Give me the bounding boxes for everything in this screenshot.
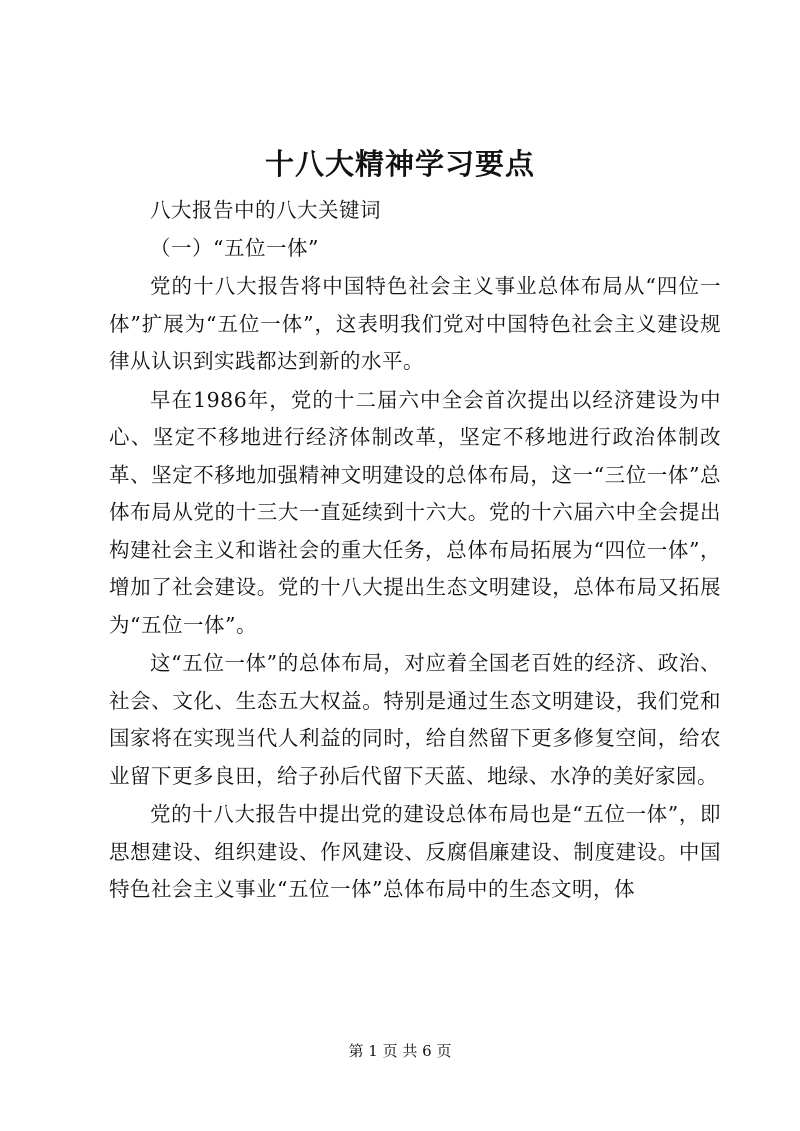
subsection-heading: （一）“五位一体” <box>150 235 319 260</box>
document-title: 十八大精神学习要点 <box>264 147 535 181</box>
paragraph: 党的十八大报告将中国特色社会主义事业总体布局从“四位一体”扩展为“五位一体”，这表明我们党对中国特色社会主义建设规律从认识到实践都达到新的水平。 <box>109 274 721 373</box>
paragraph: 这“五位一体”的总体布局，对应着全国老百姓的经济、政治、社会、文化、生态五大权益。特别是通过生态文明建设，我们党和国家将在实现当代人利益的同时，给自然留下更多修复空间，给农业留下更多良田，给子孙后代留下天蓝、地绿、水净的美好家园。 <box>109 651 721 788</box>
document-body <box>109 192 721 909</box>
paragraph: 党的十八大报告中提出党的建设总体布局也是“五位一体”，即思想建设、组织建设、作风建设、反腐倡廉建设、制度建设。中国特色社会主义事业“五位一体”总体布局中的生态文明，体 <box>109 802 721 901</box>
section-heading: 八大报告中的八大关键词 <box>150 198 381 222</box>
page-footer <box>0 1040 800 1062</box>
paragraph: 早在1986年，党的十二届六中全会首次提出以经济建设为中心、坚定不移地进行经济体制改革，坚定不移地进行政治体制改革、坚定不移地加强精神文明建设的总体布局，这一“三位一体”总体布局从党的十三大一直延续到十六大。党的十六届六中全会提出构建社会主义和谐社会的重大任务，总体布局拓展为“四位一体”，增加了社会建设。党的十八大提出生态文明建设，总体布局又拓展为“五位一体”。 <box>109 387 721 637</box>
page-total: 共 6 页 <box>402 1042 452 1060</box>
page-number: 第 1 页 <box>348 1042 398 1060</box>
